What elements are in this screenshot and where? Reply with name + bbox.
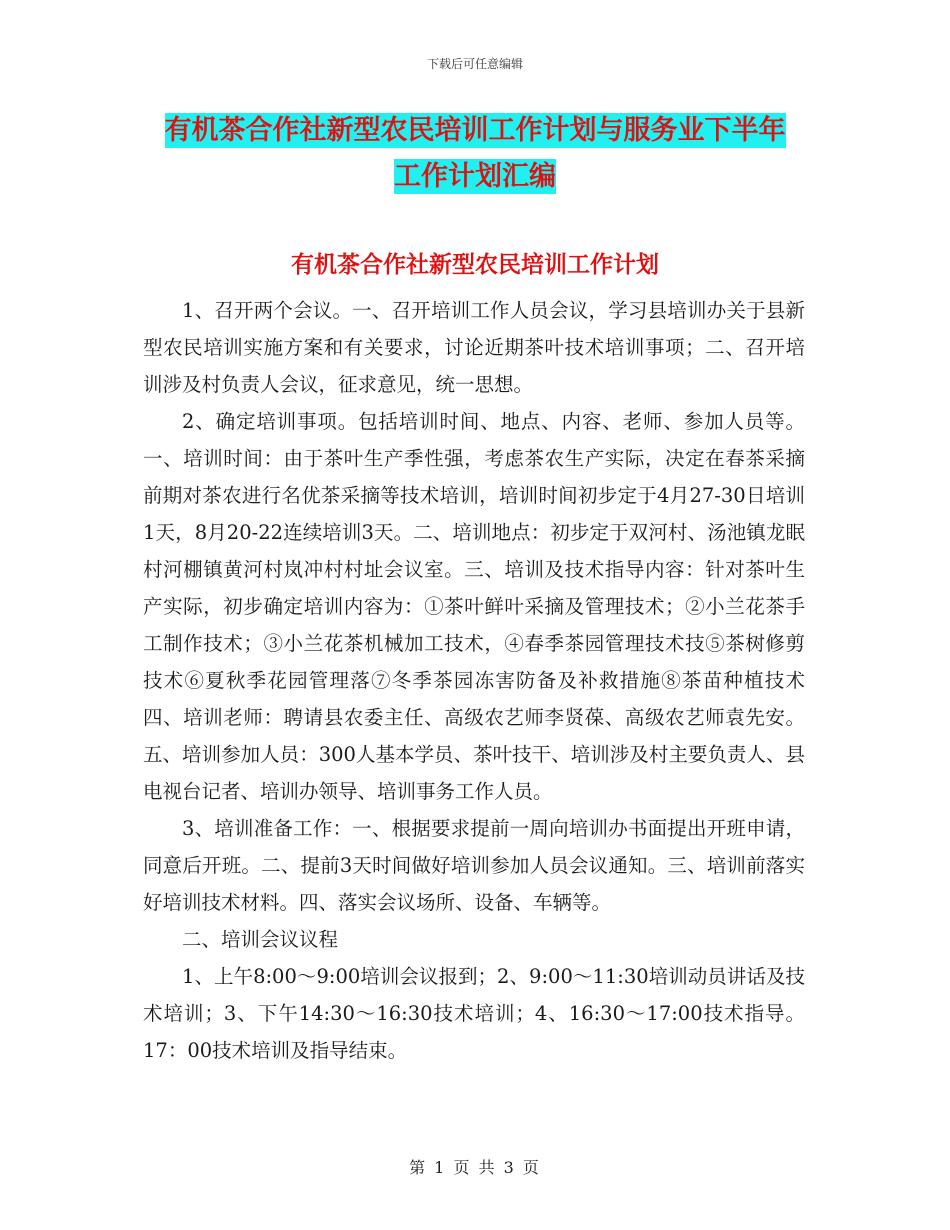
paragraph: 1、上午8:00～9:00培训会议报到；2、9:00～11:30培训动员讲话及技术培训；3、下午14:30～16:30技术培训；4、16:30～17:00技术指导。17：00技术培训及指导结束。 — [143, 965, 805, 1062]
page-footer: 第 1 页 共 3 页 — [409, 1158, 541, 1177]
main-title-line2: 工作计划汇编 — [394, 161, 556, 192]
paragraph: 1、召开两个会议。一、召开培训工作人员会议，学习县培训办关于县新型农民培训实施方案和有关要求，讨论近期茶叶技术培训事项；二、召开培训涉及村负责人会议，征求意见，统一思想。 — [143, 299, 805, 396]
paragraph: 二、培训会议议程 — [182, 928, 339, 951]
main-title-line1: 有机茶合作社新型农民培训工作计划与服务业下半年 — [164, 115, 786, 146]
section-title: 有机茶合作社新型农民培训工作计划 — [291, 251, 659, 278]
main-title — [140, 108, 810, 200]
paragraph: 3、培训准备工作：一、根据要求提前一周向培训办书面提出开班申请，同意后开班。二、提前3天时间做好培训参加人员会议通知。三、培训前落实好培训技术材料。四、落实会议场所、设备、车辆等。 — [143, 817, 805, 914]
body-text — [143, 292, 805, 1069]
header-note: 下载后可任意编辑 — [426, 57, 523, 71]
paragraph: 2、确定培训事项。包括培训时间、地点、内容、老师、参加人员等。一、培训时间：由于茶叶生产季性强，考虑茶农生产实际，决定在春茶采摘前期对茶农进行名优茶采摘等技术培训，培训时间初步定于4月27-30日培训1天，8月20-22连续培训3天。二、培训地点：初步定于双河村、汤池镇龙眠村河棚镇黄河村岚冲村村址会议室。三、培训及技术指导内容：针对茶叶生产实际，初步确定培训内容为：①茶叶鲜叶采摘及管理技术；②小兰花茶手工制作技术；③小兰花茶机械加工技术，④春季茶园管理技术技⑤茶树修剪技术⑥夏秋季花园管理落⑦冬季茶园冻害防备及补救措施⑧茶苗种植技术四、培训老师：聘请县农委主任、高级农艺师李贤葆、高级农艺师袁先安。五、培训参加人员：300人基本学员、茶叶技干、培训涉及村主要负责人、县电视台记者、培训办领导、培训事务工作人员。 — [143, 410, 805, 803]
